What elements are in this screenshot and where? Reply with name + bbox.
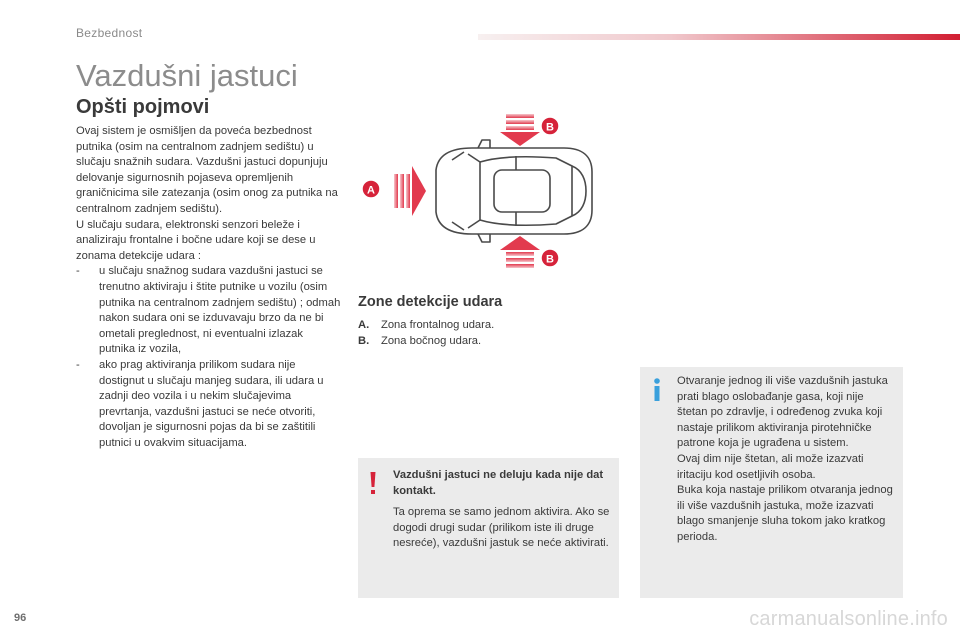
zone-a-badge-label: A [367, 184, 375, 197]
info-icon [650, 377, 664, 403]
zone-letter: B. [358, 334, 370, 347]
zone-b-badge-bottom-label: B [546, 253, 554, 266]
zone-text: Zona frontalnog udara. [381, 319, 495, 331]
bullet-text: ako prag aktiviranja prilikom sudara nije dostignut u slučaju manjeg sudara, ili udara u zadnji deo vozila i u nekim slučajevima prevrtanja, vazdušni jastuci se neće otvoriti, dovoljan je sigurnosni pojas da bi se zaštitili putnici u ovakvim situacijama. [99, 358, 324, 449]
warning-box [358, 458, 619, 598]
bullet-item [76, 264, 342, 358]
zone-letter: A. [358, 319, 370, 331]
impact-zones-diagram [360, 110, 600, 280]
zone-text: Zona bočnog udara. [381, 334, 482, 347]
car-top-view [436, 140, 592, 242]
info-paragraph-3: Buka koja nastaje prilikom otvaranja jednog ili više vazdušnih jastuka, može izazvati blago smanjenje sluha tokom jako kratkog perioda. [677, 484, 893, 543]
bullet-text: u slučaju snažnog sudara vazdušni jastuci se trenutno aktiviraju i štite putnike u vozilu (osim putnika na centralnom zadnjem sedištu) ; odmah nakon sudara oni se izduvavaju brzo da ne bi ometali preglednost, ni eventualni izlazak putnika iz vozila, [99, 265, 341, 356]
body-paragraph-2: U slučaju sudara, elektronski senzori beleže i analiziraju frontalne i bočne udare koji se dese u zonama detekcije udara : [76, 218, 316, 262]
section-subtitle: Opšti pojmovi [76, 96, 210, 118]
site-watermark: carmanualsonline.info [749, 608, 948, 630]
warning-title: Vazdušni jastuci ne deluju kada nije dat kontakt. [393, 469, 604, 497]
section-label: Bezbednost [76, 26, 143, 40]
page-number: 96 [14, 612, 27, 624]
side-impact-arrow-bottom [500, 236, 540, 268]
body-text-column [76, 124, 342, 451]
body-paragraph-1: Ovaj sistem je osmišljen da poveća bezbednost putnika (osim na centralnom zadnjem sedištu) u slučaju snažnih sudara. Vazdušni jastuci dopunjuju delovanje sigurnosnih pojaseva opremljenih graničnicima sile zatezanja (osim onog za putnika na centralnom zadnjem sedištu). [76, 125, 338, 215]
bullet-item [76, 358, 342, 452]
zones-list [358, 318, 598, 349]
zone-b-badge-top-label: B [546, 121, 554, 134]
bullet-dash: - [76, 358, 80, 371]
frontal-impact-arrow [394, 166, 426, 216]
zone-a-badge [362, 180, 380, 198]
zone-b-badge-top [541, 117, 559, 135]
zones-title: Zone detekcije udara [358, 294, 503, 310]
zone-item-a [358, 318, 598, 334]
exclamation-icon [366, 470, 380, 496]
zone-b-badge-bottom [541, 249, 559, 267]
page-title: Vazdušni jastuci [76, 58, 298, 93]
info-paragraph-1: Otvaranje jednog ili više vazdušnih jastuka prati blago oslobađanje gasa, koji nije štetan po zdravlje, i određenog zvuka koji nastaje prilikom aktiviranja pirotehničke patrone koja je ugrađena u sistem. [677, 375, 888, 450]
zone-item-b [358, 334, 598, 350]
header-accent-bar [478, 34, 960, 40]
info-box [640, 367, 903, 598]
warning-text: Ta oprema se samo jednom aktivira. Ako se dogodi drugi sudar (prilikom iste ili druge nesreće), vazdušni jastuk se neće aktivirati. [393, 506, 610, 550]
side-impact-arrow-top [500, 114, 540, 146]
info-text [677, 374, 895, 546]
info-paragraph-2: Ovaj dim nije štetan, ali može izazvati iritaciju kod osetljivih osoba. [677, 452, 864, 481]
body-bullet-list [76, 264, 342, 451]
bullet-dash: - [76, 265, 80, 278]
